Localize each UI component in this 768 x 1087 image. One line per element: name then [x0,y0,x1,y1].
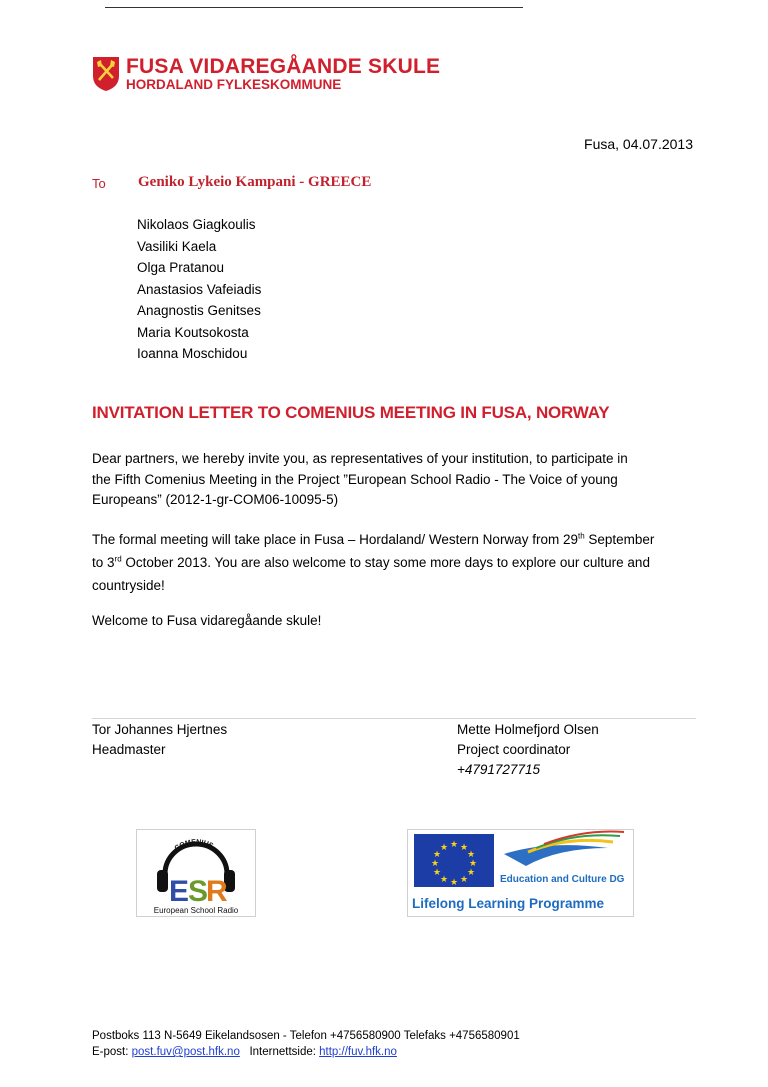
signer-name: Mette Holmefjord Olsen [457,722,599,737]
eu-dg-label: Education and Culture DG [500,874,625,885]
web-label: Internettside: [239,1046,320,1058]
recipient-name: Vasiliki Kaela [137,238,217,254]
svg-text:★: ★ [432,850,442,860]
school-county: HORDALAND FYLKESKOMMUNE [126,77,342,92]
eu-lifelong-learning-logo [407,829,634,917]
signer-phone: +4791727715 [457,762,540,777]
body-text: September [584,532,655,547]
letter-heading: INVITATION LETTER TO COMENIUS MEETING IN FUSA, NORWAY [92,403,610,422]
school-name: FUSA VIDAREGÅANDE SKULE [126,55,441,78]
eu-programme-label: Lifelong Learning Programme [412,896,605,911]
body-line: Europeans” (2012-1-gr-COM06-10095-5) [92,492,339,507]
body-text: to 3 [92,555,115,570]
ordinal-suffix: th [577,531,585,541]
letter-footer [92,1028,520,1060]
svg-text:★: ★ [449,878,459,888]
signature-coordinator [457,720,599,780]
recipient-name: Ioanna Moschidou [137,346,248,361]
esr-caption: European School Radio [153,906,239,915]
signer-title: Headmaster [92,742,166,757]
letter-date: Fusa, 04.07.2013 [584,136,693,152]
recipient-list [137,214,261,365]
esr-letter-r: R [206,875,228,908]
svg-text:★: ★ [468,859,478,869]
esr-letter-s: S [188,875,209,908]
esr-arc-text: COMENIUS [173,838,215,853]
svg-text:★: ★ [449,840,459,850]
school-crest-icon [92,56,120,92]
signature-headmaster [92,720,227,760]
body-line: Dear partners, we hereby invite you, as representatives of your institution, to participate in [92,451,628,466]
body-paragraph-invitation [92,449,712,511]
svg-text:★: ★ [439,843,449,853]
body-text: The formal meeting will take place in Fusa – Hordaland/ Western Norway from 29 [92,532,578,547]
footer-address: Postboks 113 N-5649 Eikelandsosen - Telefon +4756580900 Telefaks +4756580901 [92,1030,520,1042]
recipient-name: Nikolaos Giagkoulis [137,217,256,232]
body-line [92,528,712,551]
signer-name: Tor Johannes Hjertnes [92,722,228,737]
body-line: the Fifth Comenius Meeting in the Project ”European School Radio - The Voice of young [92,471,618,487]
email-label: E-post: [92,1046,132,1058]
svg-text:★: ★ [439,875,449,885]
eu-flag-icon [408,830,633,916]
email-link[interactable]: post.fuv@post.hfk.no [131,1046,240,1058]
footer-contact [92,1044,520,1060]
esr-letter-e: E [169,875,190,908]
body-line: countryside! [92,578,165,593]
recipient-name: Maria Koutsokosta [137,324,249,340]
signature-divider [92,718,696,719]
recipient-school: Geniko Lykeio Kampani - GREECE [138,174,372,190]
svg-text:★: ★ [430,859,440,869]
signer-title: Project coordinator [457,742,571,757]
svg-text:★: ★ [432,868,442,878]
svg-text:★: ★ [459,875,469,885]
website-link[interactable]: http://fuv.hfk.no [319,1046,397,1058]
body-paragraph-welcome: Welcome to Fusa vidaregåande skule! [92,613,322,628]
ordinal-suffix: rd [114,554,122,564]
body-paragraph-meeting-dates [92,528,712,597]
svg-text:★: ★ [466,868,476,878]
recipient-name: Olga Pratanou [137,260,225,275]
to-label: To [92,176,106,191]
svg-text:★: ★ [459,843,469,853]
body-line [92,551,712,574]
body-text: October 2013. You are also welcome to stay some more days to explore our culture and [121,555,650,570]
recipient-name: Anagnostis Genitses [137,303,261,318]
top-rule [105,7,523,8]
svg-text:★: ★ [466,850,476,860]
recipient-name: Anastasios Vafeiadis [137,281,262,297]
headphones-icon [137,830,255,916]
esr-logo [136,829,256,917]
